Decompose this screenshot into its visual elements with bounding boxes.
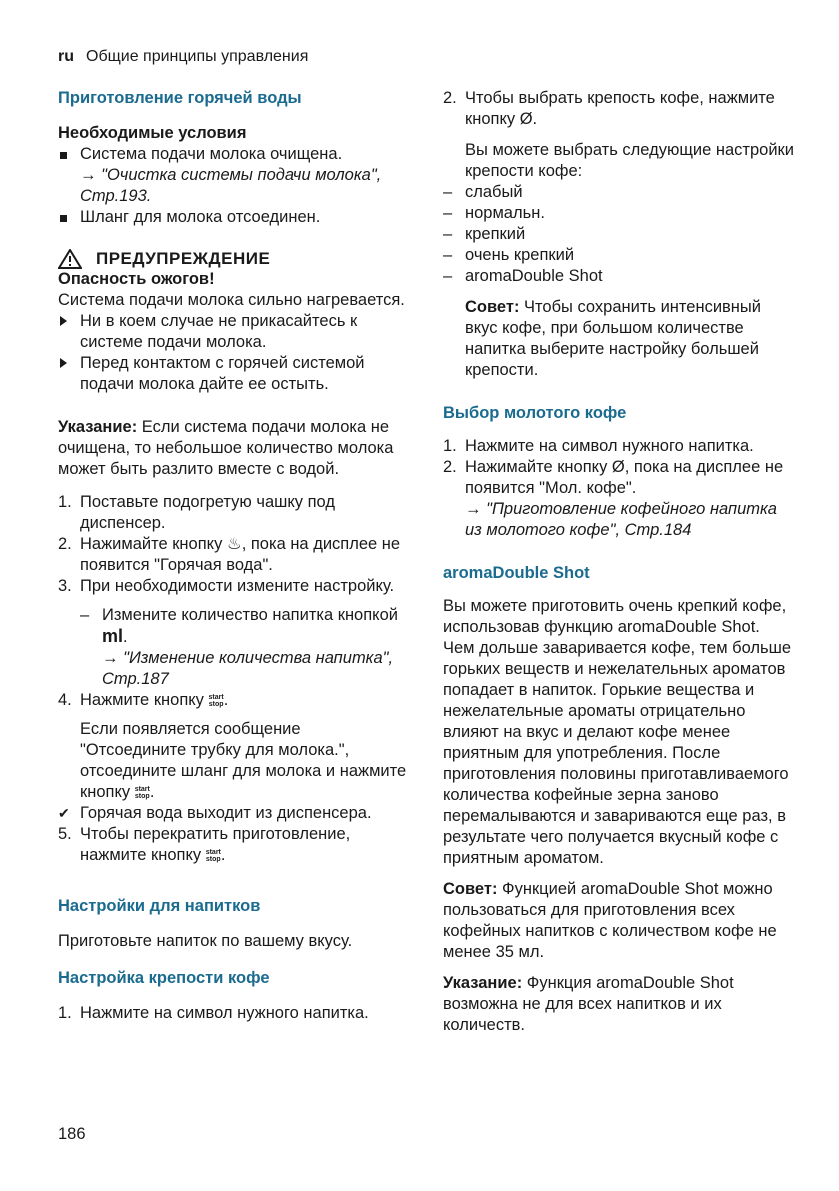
list-item: Перед контактом с горячей системой подачи молока дайте ее остыть.: [58, 353, 410, 395]
note-paragraph: Указание: Функция aromaDouble Shot возможна не для всех напитков и их количеств.: [443, 974, 734, 1034]
list-item: – aromaDouble Shot: [443, 267, 603, 285]
aroma-heading: aromaDouble Shot: [443, 564, 590, 582]
list-item: Шланг для молока отсоединен.: [58, 207, 410, 228]
step-5: 5. Чтобы перекратить приготовление, нажмите кнопку start stop.: [58, 825, 351, 864]
tip-paragraph: Совет: Чтобы сохранить интенсивный вкус кофе, при большом количестве напитка выберите настройку большей крепости.: [465, 298, 761, 379]
cross-reference[interactable]: → "Приготовление кофейного напитка из молотого кофе", Стр.184: [465, 500, 777, 539]
warning-subtitle: Опасность ожогов!: [58, 270, 215, 288]
header-title: Общие принципы управления: [86, 48, 309, 65]
warning-title: ПРЕДУПРЕЖДЕНИЕ: [58, 248, 410, 269]
list-item: – слабый: [443, 183, 523, 201]
step-1: 1. Поставьте подогретую чашку под диспенсер.: [58, 493, 335, 532]
list-item: – Измените количество напитка кнопкой ml.: [80, 606, 398, 646]
list-item: – очень крепкий: [443, 246, 575, 264]
hot-water-heading: Приготовление горячей воды: [58, 89, 302, 107]
right-column: [443, 88, 795, 1036]
strength-icon: Ø: [611, 458, 625, 476]
cross-reference[interactable]: → "Изменение количества напитка", Стр.187: [102, 649, 394, 688]
step-4: 4. Нажмите кнопку start stop.: [58, 691, 229, 709]
hot-water-icon: ♨: [226, 535, 242, 553]
settings-text: Приготовьте напиток по вашему вкусу.: [58, 932, 353, 950]
square-bullet-icon: [60, 215, 67, 222]
step-4-note: Если появляется сообщение "Отсоедините трубку для молока.", отсоедините шланг для молока и нажмите кнопку start stop.: [80, 720, 407, 801]
cross-reference[interactable]: → "Очистка системы подачи молока", Стр.193.: [80, 166, 382, 205]
tip-paragraph: Совет: Функцией aromaDouble Shot можно пользоваться для приготовления всех кофейных напитков с количеством кофе не менее 35 мл.: [443, 880, 777, 961]
list-item: – крепкий: [443, 225, 526, 243]
step-2: 2. Нажимайте кнопку ♨, пока на дисплее не появится "Горячая вода".: [58, 535, 401, 574]
check-icon: ✔: [58, 805, 70, 821]
list-item: Ни в коем случае не прикасайтесь к системе подачи молока.: [58, 311, 410, 353]
arrow-bullet-icon: [60, 358, 67, 368]
page-header: [58, 46, 308, 67]
start-stop-icon: start stop: [205, 848, 221, 863]
strength-icon: Ø: [519, 110, 533, 128]
ground-coffee-heading: Выбор молотого кофе: [443, 404, 627, 422]
start-stop-icon: start stop: [208, 693, 224, 708]
page-number: 186: [58, 1125, 86, 1143]
list-item: – нормальн.: [443, 204, 545, 222]
settings-heading: Настройки для напитков: [58, 897, 261, 915]
lang-code: ru: [58, 48, 74, 65]
square-bullet-icon: [60, 152, 67, 159]
strength-text: Вы можете выбрать следующие настройки крепости кофе:: [465, 141, 794, 180]
ground-step-1: 1. Нажмите на символ нужного напитка.: [443, 437, 754, 455]
list-item: Система подачи молока очищена.: [58, 144, 410, 165]
aroma-paragraph-1: Вы можете приготовить очень крепкий кофе, использовав функцию aromaDouble Shot.: [443, 597, 787, 636]
note-paragraph: Указание: Если система подачи молока не очищена, то небольшое количество молока может быть разлито вместе с водой.: [58, 418, 394, 478]
step-3: 3. При необходимости измените настройку.: [58, 577, 395, 595]
prereq-heading: Необходимые условия: [58, 124, 247, 142]
warning-text: Система подачи молока сильно нагревается.: [58, 291, 405, 309]
start-stop-icon: start stop: [134, 785, 150, 800]
strength-step-1: 1. Нажмите на символ нужного напитка.: [58, 1004, 369, 1022]
aroma-paragraph-2: Чем дольше заваривается кофе, тем больше горьких веществ и нежелательных ароматов попадает в напиток. Горькие вещества и нежелательные ароматы отрицательно влияют на вкус и делают кофе менее приятным для употребления. После приготовления половины приготавливаемого количества кофейные зерна заново перемалываются и завариваются еще раз, в результате чего получается вкусный кофе с приятным ароматом.: [443, 639, 792, 867]
ml-button-icon: ml: [102, 626, 124, 646]
arrow-bullet-icon: [60, 316, 67, 326]
warning-triangle-icon: [58, 249, 82, 269]
strength-heading: Настройка крепости кофе: [58, 969, 270, 987]
ground-step-2: 2. Нажимайте кнопку Ø, пока на дисплее не появится "Мол. кофе".: [443, 458, 784, 497]
strength-step-2: 2. Чтобы выбрать крепость кофе, нажмите кнопку Ø.: [443, 89, 775, 128]
left-column: [58, 88, 410, 1024]
result-line: ✔ Горячая вода выходит из диспенсера.: [58, 804, 372, 822]
